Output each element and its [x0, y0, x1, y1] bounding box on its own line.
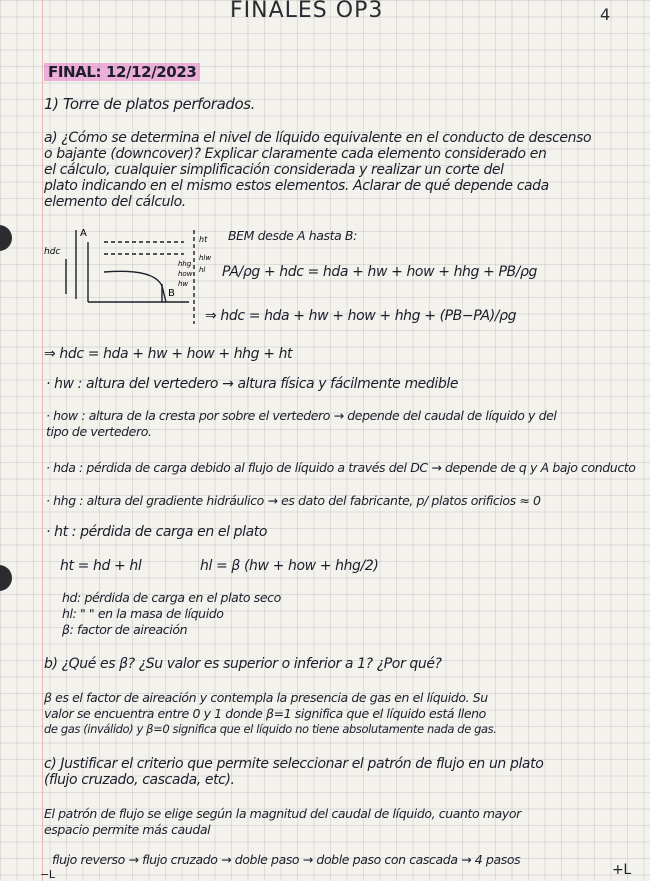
minus-l-label: −L — [40, 868, 55, 881]
question-a-line: plato indicando en el mismo estos elementos. Aclarar de qué depende cada — [44, 178, 549, 194]
question-1-title: 1) Torre de platos perforados. — [44, 95, 256, 113]
punch-hole — [0, 565, 12, 591]
definition-hl: hl: " " en la masa de líquido — [62, 606, 224, 621]
answer-c-line: espacio permite más caudal — [44, 822, 211, 837]
answer-b-line: β es el factor de aireación y contempla la presencia de gas en el líquido. Su — [44, 690, 488, 705]
definition-beta: β: factor de aireación — [62, 622, 188, 637]
bem-rearranged: ⇒ hdc = hda + hw + how + hhg + (PB−PA)/ρg — [205, 308, 517, 324]
hl-label: hl — [199, 266, 206, 274]
hhg-label: hhg — [178, 260, 192, 268]
flow-pattern-sequence: flujo reverso → flujo cruzado → doble paso → doble paso con cascada → 4 pasos — [52, 852, 521, 867]
page-number: 4 — [600, 5, 610, 24]
question-a-line: o bajante (downcover)? Explicar claramente cada elemento considerado en — [44, 146, 547, 162]
question-a-line: el cálculo, cualquier simplificación considerada y realizar un corte del — [44, 162, 504, 178]
hdc-label: hdc — [44, 247, 61, 257]
bullet-ht: · ht : pérdida de carga en el plato — [46, 524, 268, 540]
final-label: FINAL: 12/12/2023 — [44, 64, 200, 82]
hdc-result: ⇒ hdc = hda + hw + how + hhg + ht — [44, 346, 293, 362]
bem-heading: BEM desde A hasta B: — [228, 228, 357, 243]
definition-hd: hd: pérdida de carga en el plato seco — [62, 590, 281, 605]
bullet-how: · how : altura de la cresta por sobre el vertedero → depende del caudal de líquido y del — [46, 408, 557, 423]
answer-c-line: El patrón de flujo se elige según la magnitud del caudal de líquido, cuanto mayor — [44, 806, 521, 821]
how-label: how — [178, 270, 193, 278]
bullet-how-cont: tipo de vertedero. — [46, 424, 152, 439]
plus-l-label: +L — [612, 862, 631, 878]
margin-line — [42, 0, 43, 881]
bem-equation: PA/ρg + hdc = hda + hw + how + hhg + PB/ρg — [222, 264, 537, 280]
answer-b-line: de gas (inválido) y β=0 significa que el líquido no tiene absolutamente nada de gas. — [44, 722, 497, 736]
tray-cross-section-diagram — [44, 224, 219, 334]
bullet-hhg: · hhg : altura del gradiente hidráulico → es dato del fabricante, p/ platos orificios ≈ 0 — [46, 493, 541, 508]
point-b-label: B — [168, 288, 175, 299]
hw-label: hw — [178, 280, 189, 288]
question-b: b) ¿Qué es β? ¿Su valor es superior o inferior a 1? ¿Por qué? — [44, 656, 442, 672]
question-c-line: (flujo cruzado, cascada, etc). — [44, 772, 235, 788]
bullet-hda: · hda : pérdida de carga debido al flujo de líquido a través del DC → depende de q y A bajo conducto — [46, 460, 636, 475]
ht-formula: ht = hd + hl — [60, 558, 142, 574]
answer-b-line: valor se encuentra entre 0 y 1 donde β=1 significa que el líquido está lleno — [44, 706, 486, 721]
hl-formula: hl = β (hw + how + hhg/2) — [200, 558, 379, 574]
question-a-line: elemento del cálculo. — [44, 194, 186, 210]
point-a-label: A — [80, 228, 87, 239]
question-c-line: c) Justificar el criterio que permite seleccionar el patrón de flujo en un plato — [44, 756, 544, 772]
punch-hole — [0, 225, 12, 251]
bullet-hw: · hw : altura del vertedero → altura física y fácilmente medible — [46, 376, 459, 392]
ht-label: ht — [199, 235, 208, 244]
question-a-line: a) ¿Cómo se determina el nivel de líquido equivalente en el conducto de descenso — [44, 130, 592, 146]
page-title: FINALES OP3 — [230, 0, 384, 23]
hlw-label: hlw — [199, 254, 212, 262]
